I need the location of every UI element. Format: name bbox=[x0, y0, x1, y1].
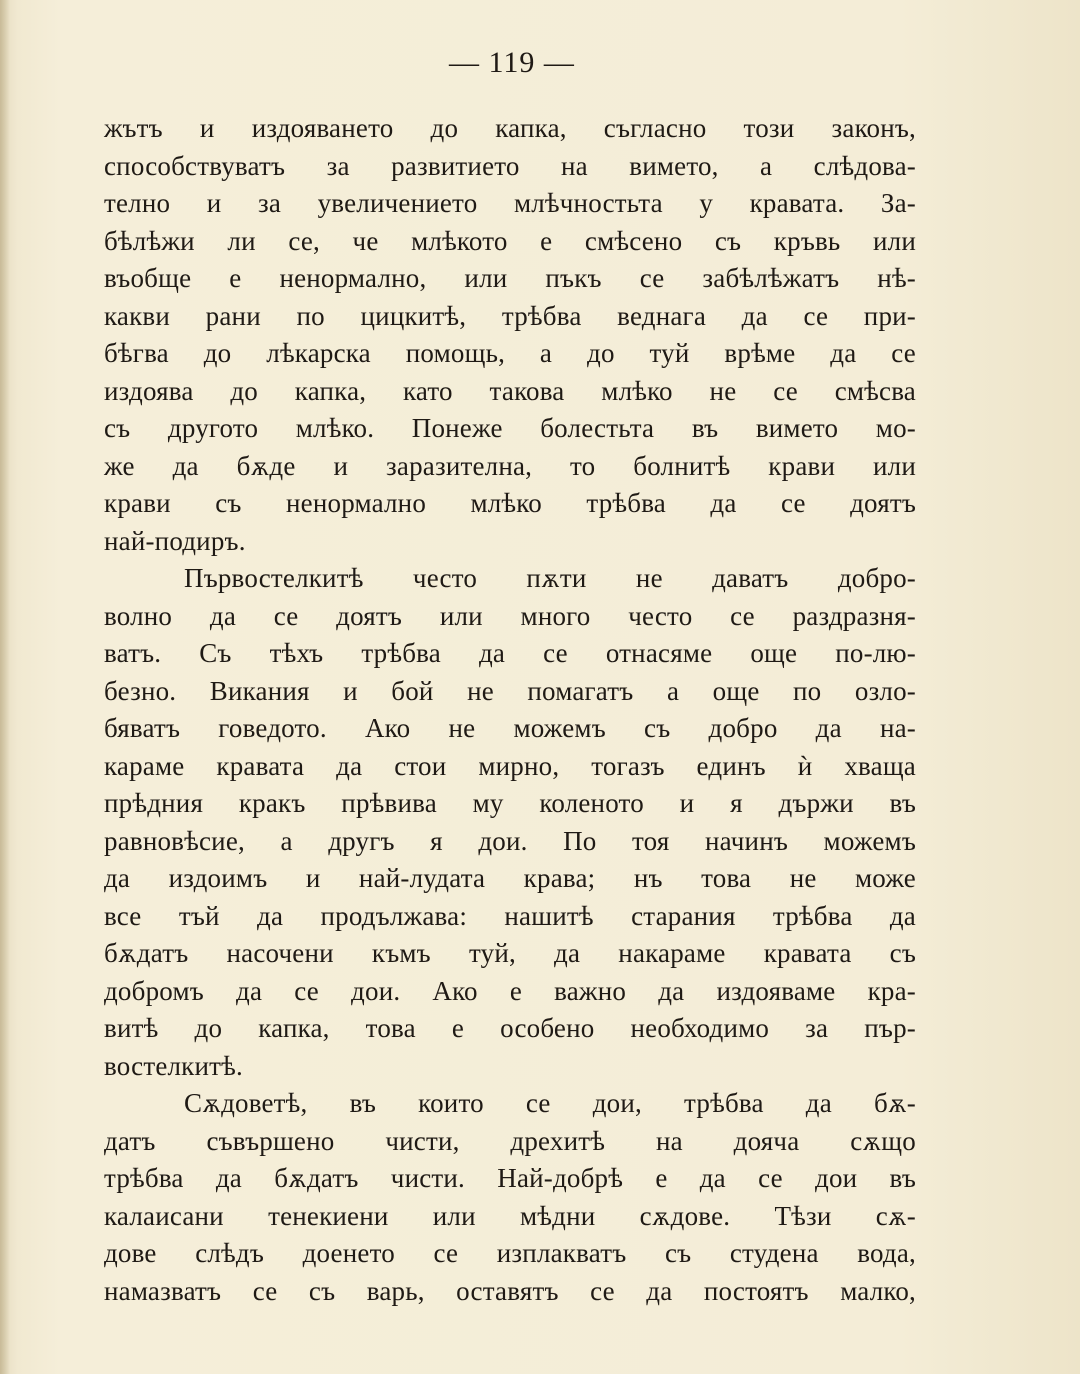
text-line: добромъ да се дои. Ако е важно да издояваме кра- bbox=[104, 975, 916, 1006]
text-line: же да бѫде и заразителна, то болнитѣ крави или bbox=[104, 450, 916, 481]
text-line: какви рани по цицкитѣ, трѣбва веднага да се при- bbox=[104, 300, 916, 331]
text-line: равновѣсие, а другъ я дои. По тоя начинъ можемъ bbox=[104, 825, 916, 856]
page-edge-shadow bbox=[0, 0, 10, 1374]
text-line: да издоимъ и най-лудата крава; нъ това не може bbox=[104, 863, 916, 893]
text-line: датъ съвършено чисти, дрехитѣ на дояча сѫщо bbox=[104, 1125, 916, 1156]
text-line: ватъ. Съ тѣхъ трѣбва да се отнасяме още по-лю- bbox=[104, 638, 916, 668]
text-line: все тъй да продължава: нашитѣ старания трѣбва да bbox=[104, 900, 916, 931]
text-line: востелкитѣ. bbox=[104, 1050, 243, 1081]
text-line: крави съ ненормално млѣко трѣбва да се доятъ bbox=[104, 488, 916, 518]
text-line: Сѫдоветѣ, въ които се дои, трѣбва да бѫ- bbox=[184, 1088, 916, 1118]
text-line: витѣ до капка, това е особено необходимо за пър- bbox=[104, 1013, 916, 1043]
text-line: караме кравата да стои мирно, тогазъ единъ ѝ хваща bbox=[104, 750, 916, 781]
text-line: въобще е ненормално, или пъкъ се забѣлѣжатъ нѣ- bbox=[104, 263, 916, 293]
page-number: — 119 — bbox=[449, 46, 575, 79]
text-line: Първостелкитѣ често пѫти не даватъ добро- bbox=[184, 563, 916, 593]
body-text bbox=[104, 110, 916, 1310]
text-line: най-подиръ. bbox=[104, 525, 246, 556]
text-line: волно да се доятъ или много често се раздразня- bbox=[104, 600, 916, 631]
text-line: бѣгва до лѣкарска помощь, а до туй врѣме да се bbox=[104, 338, 916, 368]
text-line: безно. Викания и бой не помагатъ а още по озло- bbox=[104, 675, 916, 706]
text-line: бяватъ говедото. Ако не можемъ съ добро да на- bbox=[104, 713, 916, 743]
text-line: бѫдатъ насочени къмъ туй, да накараме кравата съ bbox=[104, 938, 916, 968]
text-line: издоява до капка, като такова млѣко не се смѣсва bbox=[104, 375, 916, 406]
text-line: прѣдния кракъ прѣвива му коленото и я държи въ bbox=[104, 788, 916, 818]
text-line: способствуватъ за развитието на вимето, а слѣдова- bbox=[104, 150, 916, 181]
text-line: съ другото млѣко. Понеже болестьта въ вимето мо- bbox=[104, 413, 916, 443]
text-line: дове слѣдъ доенето се изплакватъ съ студена вода, bbox=[104, 1238, 916, 1268]
text-line: жътъ и издояването до капка, съгласно този законъ, bbox=[104, 113, 916, 143]
text-line: телно и за увеличението млѣчностьта у кравата. За- bbox=[104, 188, 916, 218]
text-line: бѣлѣжи ли се, че млѣкото е смѣсено съ кръвь или bbox=[104, 225, 916, 256]
text-line: намазватъ се съ варь, оставятъ се да постоятъ малко, bbox=[104, 1275, 916, 1306]
text-line: калаисани тенекиени или мѣдни сѫдове. Тѣзи сѫ- bbox=[104, 1200, 916, 1231]
text-line: трѣбва да бѫдатъ чисти. Най-добрѣ е да се дои въ bbox=[104, 1163, 916, 1193]
